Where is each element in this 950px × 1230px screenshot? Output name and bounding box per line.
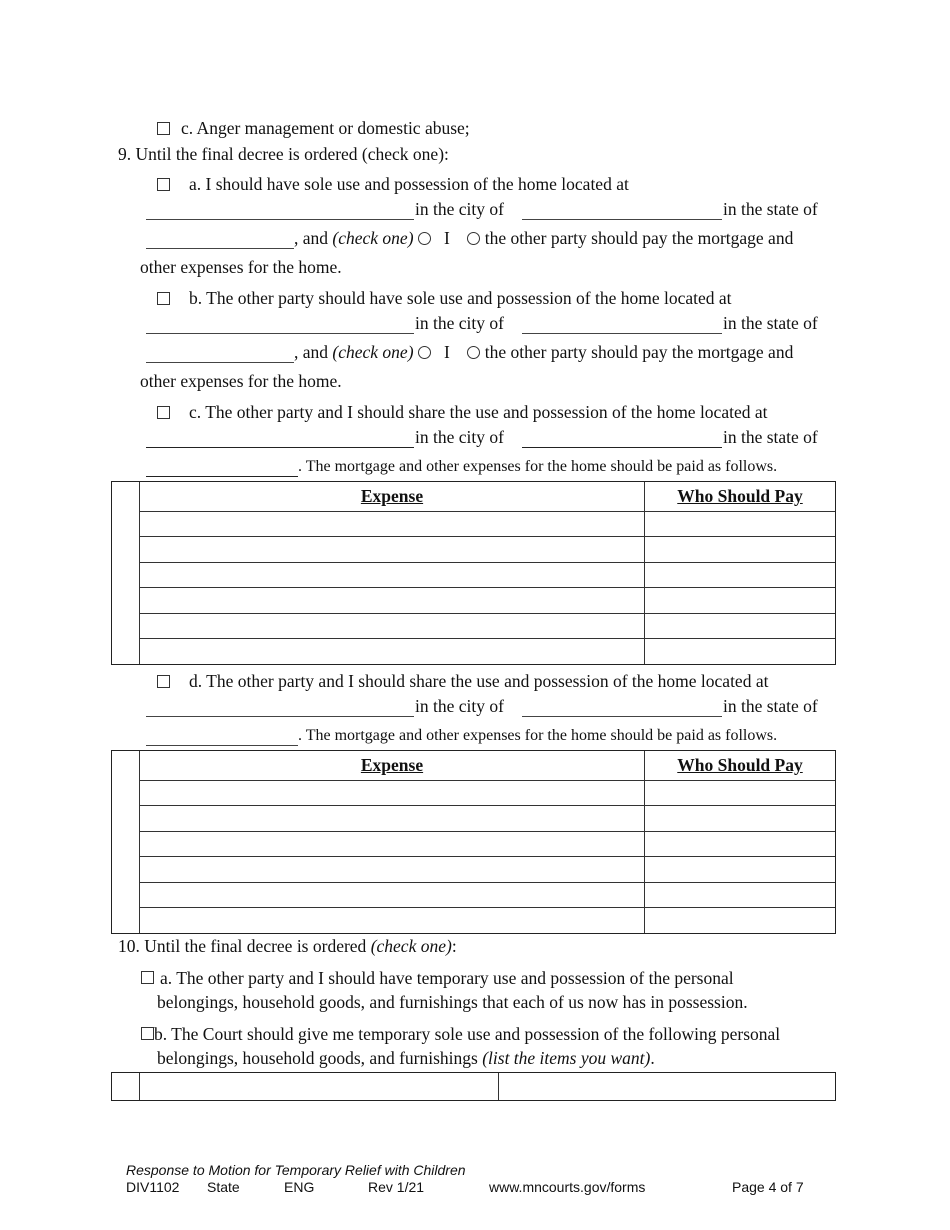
item9b-state-label: in the state of [723,313,818,333]
and-text: , and [294,228,329,248]
item10-check-one: (check one) [370,936,452,956]
item9a-payer-row [294,228,793,248]
item10a-line1: a. The other party and I should have temporary use and possession of the personal [160,968,734,988]
table-row-divider [139,907,835,908]
item9b-radio-i[interactable] [418,346,431,359]
option-i-label: I [444,228,450,248]
item9c-paid-as-follows: . The mortgage and other expenses for the home should be paid as follows. [298,458,778,475]
item9b-city-field[interactable] [522,333,722,334]
expense-table-9d [111,750,836,934]
who-should-pay-header: Who Should Pay [677,755,803,775]
item9c-state-label: in the state of [723,427,818,447]
expense-header: Expense [360,755,424,775]
option-other-party-label: the other party [484,342,587,362]
table-column-divider [644,751,645,933]
footer-revision: Rev 1/21 [368,1179,425,1195]
item9c-label: c. The other party and I should share the use and possession of the home located at [189,402,768,422]
footer-form-title: Response to Motion for Temporary Relief with Children [126,1162,466,1178]
expense-table-9c [111,481,836,665]
footer-form-id: DIV1102 [126,1179,180,1195]
item9d-label: d. The other party and I should share the use and possession of the home located at [189,671,769,691]
option-i-label: I [444,342,450,362]
item8c-checkbox[interactable] [157,122,170,135]
table-margin-divider [139,751,140,933]
item9a-address-field[interactable] [146,219,414,220]
item9d-checkbox[interactable] [157,675,170,688]
item10a-line2: belongings, household goods, and furnishings that each of us now has in possession. [157,992,748,1012]
item9d-city-field[interactable] [522,716,722,717]
footer-page-number: Page 4 of 7 [732,1179,804,1195]
and-text: , and [294,342,329,362]
item10-heading-text: 10. Until the final decree is ordered [118,936,371,956]
item9b-label: b. The other party should have sole use and possession of the home located at [189,288,732,308]
who-should-pay-header: Who Should Pay [677,486,803,506]
table-row-divider [139,856,835,857]
table-row-divider [139,882,835,883]
item9a-label: a. I should have sole use and possession of the home located at [189,174,629,194]
item10b-list-hint: (list the items you want) [482,1048,651,1068]
item9c-address-field[interactable] [146,447,414,448]
item10b-line2 [157,1048,655,1068]
expense-header: Expense [360,486,424,506]
item9b-payer-row [294,342,793,362]
table-margin-divider [139,1073,140,1100]
should-pay-text: should pay the mortgage and [591,342,794,362]
table-row-divider [139,638,835,639]
item9d-address-field[interactable] [146,716,414,717]
table-row-divider [139,511,835,512]
item9d-state-label: in the state of [723,696,818,716]
table-row-divider [139,613,835,614]
item9a-checkbox[interactable] [157,178,170,191]
item9b-state-field[interactable] [146,362,294,363]
item9-heading: 9. Until the final decree is ordered (check one): [118,144,449,164]
item10b-line2-text: belongings, household goods, and furnishings [157,1048,483,1068]
item9d-city-label: in the city of [415,696,504,716]
item10b-checkbox[interactable] [141,1027,154,1040]
item9a-other-expenses: other expenses for the home. [140,257,342,277]
item9c-city-label: in the city of [415,427,504,447]
footer-language: ENG [284,1179,315,1195]
option-other-party-label: the other party [484,228,587,248]
item9a-state-label: in the state of [723,199,818,219]
table-row-divider [139,831,835,832]
item9d-paid-as-follows: . The mortgage and other expenses for the home should be paid as follows. [298,727,778,744]
item10b-period: . [650,1048,655,1068]
table-margin-divider [139,482,140,664]
table-row-divider [139,780,835,781]
table-row-divider [139,536,835,537]
check-one-text: (check one) [332,228,414,248]
item9b-checkbox[interactable] [157,292,170,305]
item9b-city-label: in the city of [415,313,504,333]
item10-colon: : [451,936,457,956]
item9a-radio-i[interactable] [418,232,431,245]
check-one-text: (check one) [332,342,414,362]
item9c-state-field[interactable] [146,476,298,477]
item9a-city-field[interactable] [522,219,722,220]
table-column-divider [498,1073,499,1100]
item9a-state-field[interactable] [146,248,294,249]
item10-heading [118,936,457,956]
item9b-radio-other-party[interactable] [467,346,480,359]
table-row-divider [139,587,835,588]
should-pay-text: should pay the mortgage and [591,228,794,248]
footer-url[interactable]: www.mncourts.gov/forms [489,1179,646,1195]
item9a-city-label: in the city of [415,199,504,219]
item9d-state-field[interactable] [146,745,298,746]
table-column-divider [644,482,645,664]
item9c-city-field[interactable] [522,447,722,448]
footer-jurisdiction: State [207,1179,240,1195]
item9b-address-field[interactable] [146,333,414,334]
item8c-label: c. Anger management or domestic abuse; [181,118,470,138]
table-row-divider [139,562,835,563]
item9c-checkbox[interactable] [157,406,170,419]
item9b-other-expenses: other expenses for the home. [140,371,342,391]
personal-items-table [111,1072,836,1101]
item10b-line1: b. The Court should give me temporary sole use and possession of the following personal [154,1024,781,1044]
table-row-divider [139,805,835,806]
item10a-checkbox[interactable] [141,971,154,984]
item9a-radio-other-party[interactable] [467,232,480,245]
